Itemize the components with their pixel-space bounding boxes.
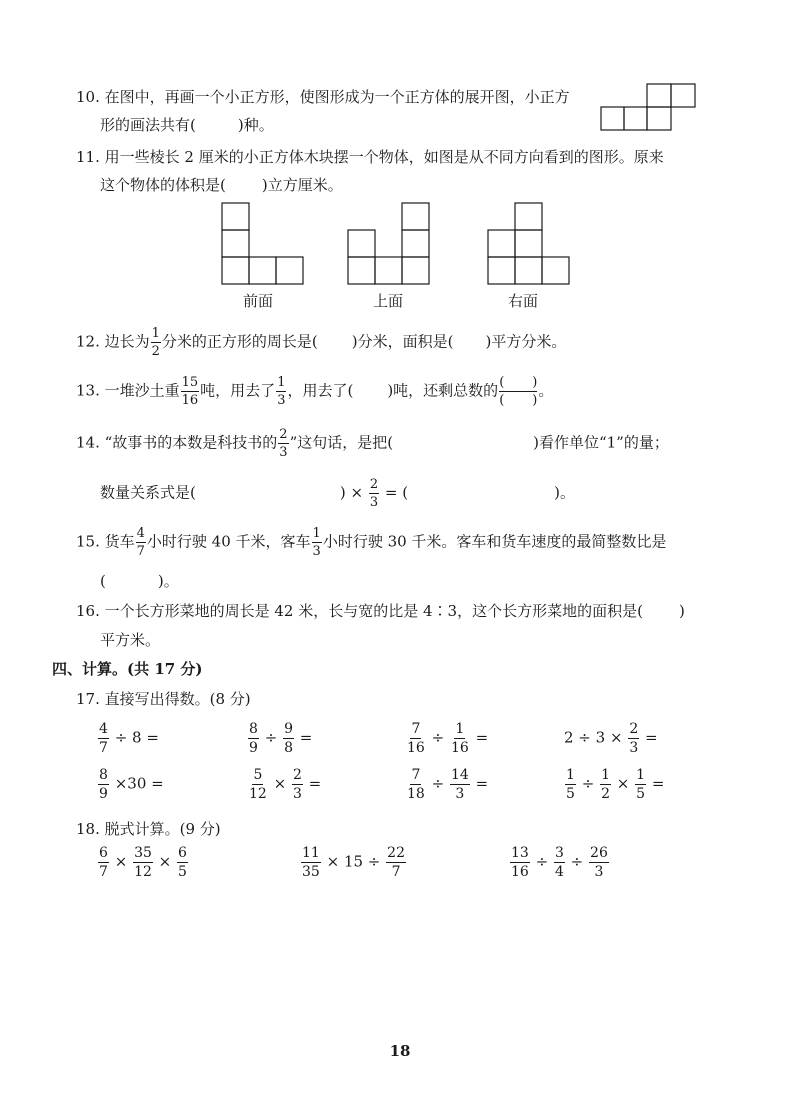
front-view-figure xyxy=(220,201,306,287)
right-view-figure xyxy=(486,201,572,287)
q18-1-frac-a xyxy=(98,846,109,879)
q17-2-frac-b xyxy=(283,722,294,755)
q18-3-fb-num: 3 xyxy=(554,845,564,861)
q18-1-frac-b xyxy=(133,846,153,879)
q13-remaining-fraction-blank[interactable] xyxy=(499,376,537,407)
q18-1-fb-num: 35 xyxy=(134,845,152,861)
q18-3-op2: ÷ xyxy=(570,852,584,871)
q14-frac-den: 3 xyxy=(279,445,288,460)
q17-item-3[interactable] xyxy=(405,722,488,755)
q17-8-op2: × xyxy=(616,774,630,793)
q17-item-6[interactable] xyxy=(247,768,321,801)
q14-text-c: )看作单位“1”的量； xyxy=(533,433,669,452)
q18-item-1[interactable] xyxy=(97,846,189,879)
q17-2-op: ÷ xyxy=(264,728,278,747)
q12-line xyxy=(76,327,566,358)
q17-6-rest: = xyxy=(308,774,322,793)
q15-fraction-bus xyxy=(312,527,322,558)
q17-item-7[interactable] xyxy=(405,768,488,801)
q18-1-op2: × xyxy=(158,852,172,871)
q17-1-frac-den: 7 xyxy=(99,740,108,756)
q17-4-rest: = xyxy=(645,728,658,747)
q17-8-fc-den: 5 xyxy=(636,786,646,802)
q17-8-fb-den: 2 xyxy=(601,786,610,802)
q17-4-frac-den: 3 xyxy=(629,740,639,756)
q17-8-frac-c xyxy=(635,768,646,801)
q18-1-frac-c xyxy=(177,846,188,879)
q17-8-fa-num: 1 xyxy=(566,767,575,783)
q14-formula-a: 数量关系式是( xyxy=(100,483,196,502)
q18-2-fa-num: 11 xyxy=(302,845,320,861)
q17-7-frac-a xyxy=(406,768,426,801)
q17-1-frac xyxy=(98,722,109,755)
q15-text-a: 15. 货车 xyxy=(76,532,135,551)
q17-8-op: ÷ xyxy=(581,774,595,793)
q12-text-b: 分米的正方形的周长是( xyxy=(161,332,318,351)
q17-1-rest: ÷ 8 = xyxy=(114,728,159,747)
q17-8-fa-den: 5 xyxy=(566,786,575,802)
q12-frac-num: 1 xyxy=(151,326,160,341)
q14-frac-num: 2 xyxy=(279,427,288,442)
q15-frac2-den: 3 xyxy=(312,544,321,559)
q17-6-frac-b xyxy=(292,768,303,801)
q13-frac2-num: 1 xyxy=(277,375,286,390)
q17-item-8[interactable] xyxy=(564,768,664,801)
q13-blank-den-open: ( xyxy=(499,393,505,408)
q15-frac1-den: 7 xyxy=(136,544,145,559)
q17-6-fb-den: 3 xyxy=(292,786,302,802)
q17-6-fa-num: 5 xyxy=(253,767,263,783)
q17-2-fa-num: 8 xyxy=(249,721,258,737)
q17-2-rest: = xyxy=(299,728,313,747)
q18-1-fa-den: 7 xyxy=(99,864,108,880)
q17-3-frac-a xyxy=(406,722,426,755)
q17-2-frac-a xyxy=(248,722,259,755)
q18-3-fb-den: 4 xyxy=(554,864,564,880)
q15-line2 xyxy=(100,570,179,591)
q12-text-d: )平方分米。 xyxy=(485,332,567,351)
q17-item-5[interactable] xyxy=(97,768,164,801)
q11-text-b: )立方厘米。 xyxy=(261,176,343,194)
q17-8-frac-b xyxy=(600,768,611,801)
q16-line2: 平方米。 xyxy=(100,631,161,649)
q14-formula-d: )。 xyxy=(554,483,575,502)
q18-3-fa-num: 13 xyxy=(511,845,529,861)
q13-text-e: 。 xyxy=(538,381,554,400)
q17-3-frac-b xyxy=(450,722,470,755)
q17-1-frac-num: 4 xyxy=(99,721,108,737)
q17-6-frac-a xyxy=(248,768,268,801)
q15-fraction-truck xyxy=(136,527,146,558)
q17-6-fa-den: 12 xyxy=(249,786,267,802)
q17-6-op: × xyxy=(273,774,287,793)
q10-text-a: 形的画法共有( xyxy=(100,116,196,134)
q11-line2 xyxy=(100,174,343,195)
q18-1-op1: × xyxy=(114,852,128,871)
front-view-label: 前面 xyxy=(243,292,274,310)
q12-frac-den: 2 xyxy=(151,344,160,359)
q17-8-rest: = xyxy=(651,774,665,793)
q18-1-fb-den: 12 xyxy=(134,864,152,880)
q17-2-fa-den: 9 xyxy=(249,740,258,756)
q16-line1 xyxy=(76,600,685,621)
q10-text-b: )种。 xyxy=(237,116,274,134)
q18-1-fc-num: 6 xyxy=(178,845,187,861)
q13-blank-num-close: ) xyxy=(532,375,538,390)
q18-2-frac-b xyxy=(386,846,406,879)
q18-3-frac-a xyxy=(510,846,530,879)
q17-item-4[interactable] xyxy=(564,722,658,755)
q18-3-fa-den: 16 xyxy=(511,864,529,880)
q14-text-b: ”这句话，是把( xyxy=(289,433,394,452)
q17-3-fa-num: 7 xyxy=(411,721,421,737)
q18-3-frac-c xyxy=(589,846,609,879)
q13-frac1-num: 15 xyxy=(181,375,199,390)
q18-3-fc-num: 26 xyxy=(590,845,608,861)
q17-7-frac-b xyxy=(450,768,470,801)
q17-5-frac-num: 8 xyxy=(99,767,108,783)
q17-4-pre: 2 ÷ 3 × xyxy=(564,728,623,747)
q17-8-frac-a xyxy=(565,768,576,801)
q16-text-b: ) xyxy=(678,602,685,620)
q18-2-fb-den: 7 xyxy=(391,864,401,880)
q14-text-a: 14. “故事书的本数是科技书的 xyxy=(76,433,278,452)
q14-line2 xyxy=(100,478,575,509)
page-number: 18 xyxy=(389,1042,411,1060)
q10-line1: 10. 在图中，再画一个小正方形，使图形成为一个正方体的展开图，小正方 xyxy=(76,88,570,106)
section-4-title: 四、计算。(共 17 分) xyxy=(52,660,203,678)
q13-fraction-total xyxy=(181,376,200,407)
top-view-figure xyxy=(346,201,432,287)
q18-2-fb-num: 22 xyxy=(387,845,405,861)
q17-3-fb-den: 16 xyxy=(450,740,469,756)
q15-frac1-num: 4 xyxy=(136,526,145,541)
q18-3-op1: ÷ xyxy=(535,852,549,871)
q13-frac2-den: 3 xyxy=(277,393,286,408)
q14-formula-b: ) × xyxy=(339,483,364,502)
q13-text-b: 吨，用去了 xyxy=(200,381,276,400)
q14-formula-c: = ( xyxy=(384,483,409,502)
q13-frac1-den: 16 xyxy=(181,393,199,408)
q15-text-b: 小时行驶 40 千米，客车 xyxy=(146,532,311,551)
q13-text-a: 13. 一堆沙土重 xyxy=(76,381,180,400)
q18-item-2[interactable] xyxy=(300,846,407,879)
q13-blank-den-close: ) xyxy=(532,393,538,408)
q17-3-rest: = xyxy=(475,728,489,747)
q15-line1 xyxy=(76,527,666,558)
q17-2-fb-den: 8 xyxy=(284,740,293,756)
q15-frac2-num: 1 xyxy=(312,526,321,541)
q17-4-frac xyxy=(628,722,639,755)
q17-7-rest: = xyxy=(475,774,489,793)
q12-text-c: )分米，面积是( xyxy=(351,332,454,351)
q17-5-frac-den: 9 xyxy=(99,786,108,802)
q13-text-c: ，用去了( xyxy=(287,381,354,400)
q18-item-3[interactable] xyxy=(509,846,610,879)
q17-item-1[interactable] xyxy=(97,722,159,755)
q14-formula-fraction xyxy=(369,478,379,509)
q12-fraction xyxy=(151,327,161,358)
q15-text-open: ( xyxy=(100,572,106,590)
q18-3-frac-b xyxy=(554,846,565,879)
q17-7-fb-den: 3 xyxy=(455,786,465,802)
q17-3-fa-den: 16 xyxy=(407,740,425,756)
q17-7-fb-num: 14 xyxy=(450,767,469,783)
q17-5-frac xyxy=(98,768,109,801)
q17-item-2[interactable] xyxy=(247,722,312,755)
q17-title: 17. 直接写出得数。(8 分) xyxy=(76,690,251,708)
q16-text-a: 16. 一个长方形菜地的周长是 42 米，长与宽的比是 4∶3，这个长方形菜地的面积是( xyxy=(76,602,643,620)
q17-7-fa-num: 7 xyxy=(411,767,421,783)
q18-2-frac-a xyxy=(301,846,321,879)
q18-1-fa-num: 6 xyxy=(99,845,108,861)
q15-text-c: 小时行驶 30 千米。客车和货车速度的最简整数比是 xyxy=(322,532,667,551)
q10-net-figure xyxy=(599,82,699,132)
q18-1-fc-den: 5 xyxy=(178,864,187,880)
q17-8-fb-num: 1 xyxy=(601,767,610,783)
q17-4-frac-num: 2 xyxy=(629,721,639,737)
top-view-label: 上面 xyxy=(373,292,404,310)
q14-frac2-den: 3 xyxy=(369,495,379,510)
q17-6-fb-num: 2 xyxy=(292,767,302,783)
q18-2-fa-den: 35 xyxy=(302,864,320,880)
q17-8-fc-num: 1 xyxy=(636,767,646,783)
q10-line2 xyxy=(100,114,274,135)
q14-frac2-num: 2 xyxy=(369,477,379,492)
q13-blank-num-open: ( xyxy=(499,375,505,390)
q13-line xyxy=(76,376,553,407)
q11-text-a: 这个物体的体积是( xyxy=(100,176,226,194)
right-view-label: 右面 xyxy=(508,292,539,310)
q15-text-close: )。 xyxy=(157,572,179,590)
q18-2-op1: × 15 ÷ xyxy=(326,852,381,871)
q17-5-rest: ×30 = xyxy=(114,774,164,793)
q13-fraction-used xyxy=(276,376,286,407)
q14-line1 xyxy=(76,428,669,459)
q17-3-op: ÷ xyxy=(431,728,445,747)
q17-7-fa-den: 18 xyxy=(407,786,425,802)
q18-title: 18. 脱式计算。(9 分) xyxy=(76,820,221,838)
q13-text-d: )吨，还剩总数的 xyxy=(387,381,499,400)
q18-3-fc-den: 3 xyxy=(594,864,604,880)
q12-text-a: 12. 边长为 xyxy=(76,332,150,351)
q14-fraction xyxy=(278,428,288,459)
q11-line1: 11. 用一些棱长 2 厘米的小正方体木块摆一个物体，如图是从不同方向看到的图形。原来 xyxy=(76,148,664,166)
q17-3-fb-num: 1 xyxy=(455,721,465,737)
q17-2-fb-num: 9 xyxy=(284,721,293,737)
q17-7-op: ÷ xyxy=(431,774,445,793)
